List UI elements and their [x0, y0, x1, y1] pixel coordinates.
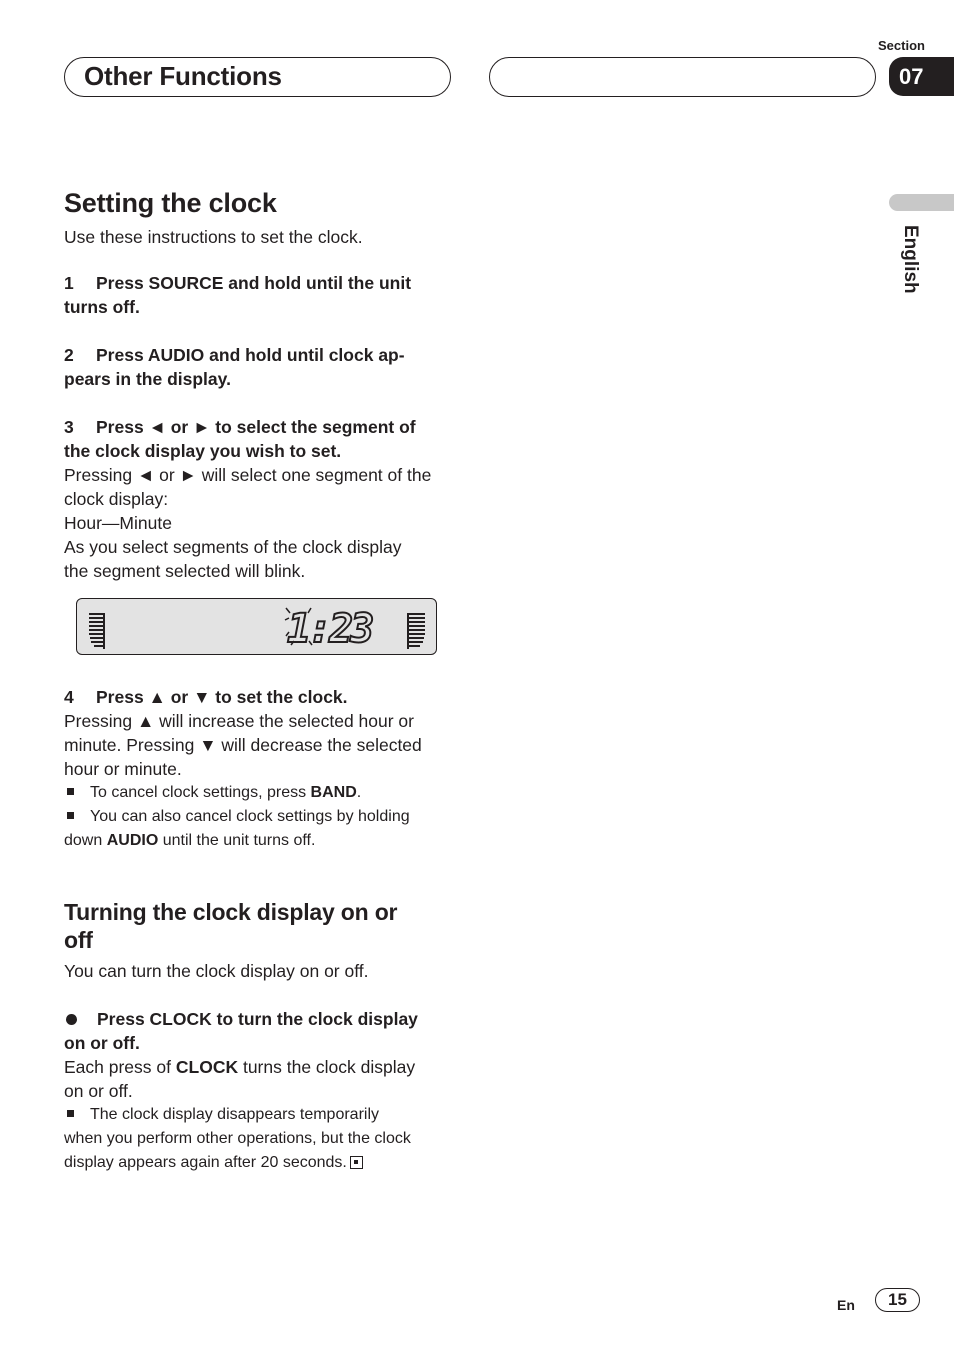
step-3 — [64, 415, 456, 463]
step-4-body — [64, 709, 456, 781]
step-1 — [64, 271, 456, 319]
step-text: Press SOURCE and hold until the unit — [96, 273, 412, 293]
footer-language-code: En — [837, 1297, 855, 1313]
step-number: 3 — [64, 417, 74, 437]
lcd-graphic — [77, 599, 435, 653]
setting-clock-section — [64, 186, 456, 583]
step-text: Press ◄ or ► to select the segment of — [96, 417, 416, 437]
chapter-title: Other Functions — [84, 61, 282, 91]
step-clock-body: Each press of CLOCK turns the clock display on or off. — [64, 1055, 456, 1103]
section-label: Section — [878, 38, 925, 53]
language-tab-marker — [889, 194, 954, 211]
square-bullet-icon — [67, 812, 74, 819]
body-line: on or off. — [64, 1081, 133, 1101]
section-heading-clock-display: Turning the clock display on or off — [64, 899, 398, 953]
right-level-meter-icon — [407, 613, 425, 649]
step-text: Press AUDIO and hold until clock ap- — [96, 345, 405, 365]
page-number: 15 — [888, 1290, 907, 1309]
body-line: minute. Pressing ▼ will decrease the selected — [64, 735, 422, 755]
clock-display-illustration — [76, 598, 437, 655]
body-line: the segment selected will blink. — [64, 561, 306, 581]
page-number-badge — [875, 1288, 920, 1312]
body-line: As you select segments of the clock display — [64, 537, 402, 557]
step-4-block — [64, 685, 456, 853]
step-number: 4 — [64, 687, 74, 707]
square-bullet-icon — [67, 788, 74, 795]
end-of-section-icon — [350, 1156, 363, 1169]
round-bullet-icon — [66, 1014, 77, 1025]
step-text: Press ▲ or ▼ to set the clock. — [96, 687, 348, 707]
body-line: Pressing ▲ will increase the selected hour or — [64, 711, 414, 731]
step-number: 2 — [64, 345, 74, 365]
intro-text: You can turn the clock display on or off. — [64, 961, 369, 981]
step-4 — [64, 685, 456, 709]
header-blank-frame — [489, 57, 876, 97]
step-clock — [64, 1007, 456, 1055]
body-line: Pressing ◄ or ► will select one segment of the — [64, 465, 432, 485]
step-text: Press CLOCK to turn the clock display — [97, 1009, 418, 1029]
body-line: hour or minute. — [64, 759, 182, 779]
step-text: on or off. — [64, 1033, 140, 1053]
step-text: turns off. — [64, 297, 140, 317]
note-cancel-audio: You can also cancel clock settings by holding down AUDIO until the unit turns off. — [64, 808, 410, 849]
step-text: pears in the display. — [64, 369, 231, 389]
step-3-body — [64, 463, 456, 583]
section-number-badge — [889, 57, 954, 96]
key-audio: AUDIO — [106, 832, 159, 849]
key-clock: CLOCK — [175, 1057, 239, 1077]
intro-text: Use these instructions to set the clock. — [64, 227, 363, 247]
section-heading-setting-clock: Setting the clock — [64, 188, 277, 218]
body-line: Hour—Minute — [64, 513, 172, 533]
lcd-time-readout: 1:23 — [287, 606, 372, 652]
step-text: the clock display you wish to set. — [64, 441, 342, 461]
language-tab-label: English — [900, 225, 921, 294]
square-bullet-icon — [67, 1110, 74, 1117]
clock-display-section — [64, 898, 456, 1175]
step-2 — [64, 343, 456, 391]
left-level-meter-icon — [89, 613, 105, 649]
step-number: 1 — [64, 273, 74, 293]
section-number: 07 — [899, 64, 924, 89]
body-line: clock display: — [64, 489, 169, 509]
note-temporary-disappear: The clock display disappears temporarily when you perform other operations, but the clock display appears again after 20 seconds. — [64, 1106, 411, 1171]
key-band: BAND — [310, 784, 357, 801]
note-cancel-band: To cancel clock settings, press BAND. — [64, 781, 456, 805]
